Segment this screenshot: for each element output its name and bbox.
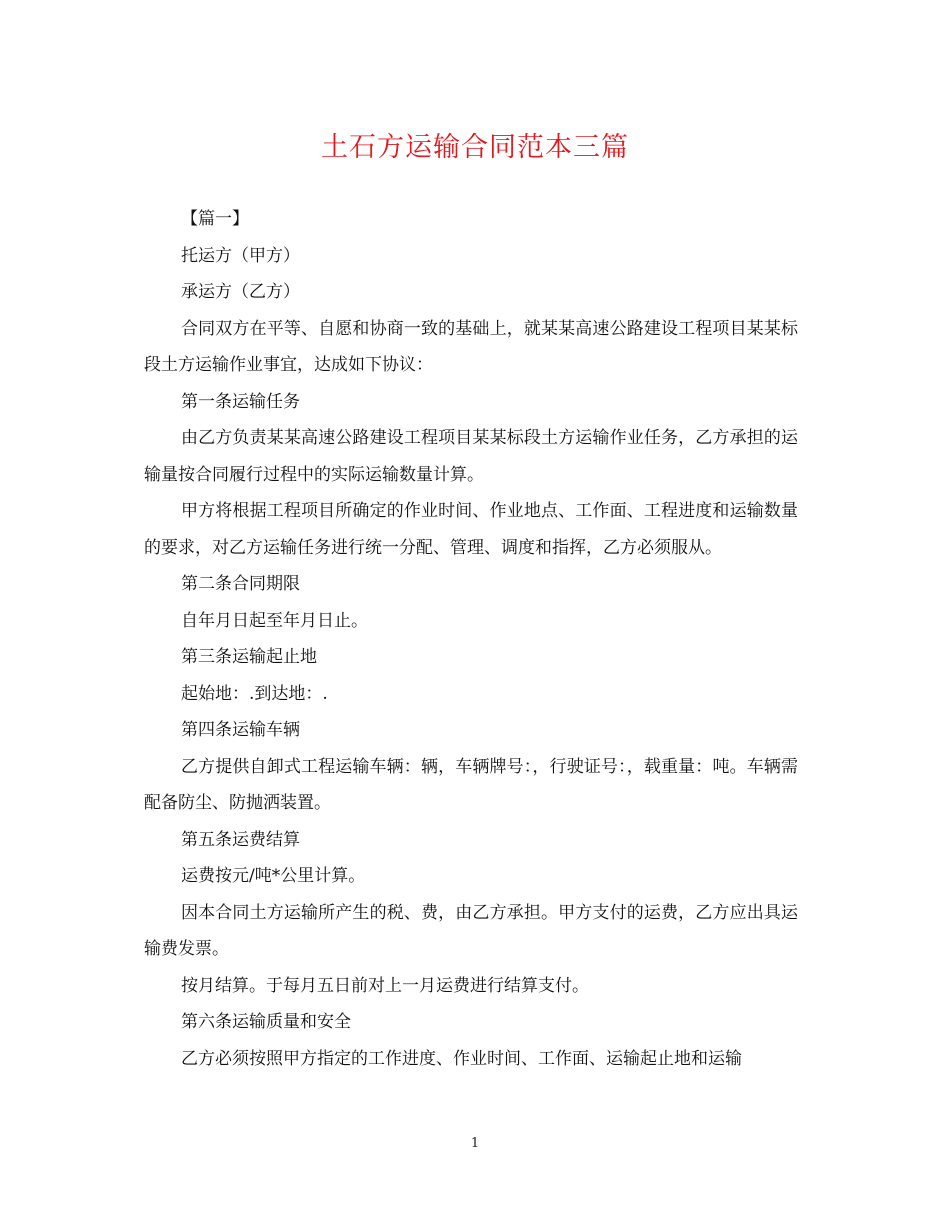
page-number: 1 xyxy=(470,1136,480,1151)
preamble-paragraph: 合同双方在平等、自愿和协商一致的基础上，就某某高速公路建设工程项目某某标段土方运输作业事宜，达成如下协议： xyxy=(144,318,798,375)
article-2-heading: 第二条合同期限 xyxy=(181,574,300,594)
section-heading: 【篇一】 xyxy=(181,209,249,229)
article-1-paragraph-2: 甲方将根据工程项目所确定的作业时间、作业地点、工作面、工程进度和运输数量的要求，对乙方运输任务进行统一分配、管理、调度和指挥，乙方必须服从。 xyxy=(144,501,798,558)
article-1-paragraph-1: 由乙方负责某某高速公路建设工程项目某某标段土方运输作业任务，乙方承担的运输量按合同履行过程中的实际运输数量计算。 xyxy=(144,428,798,485)
article-1-heading: 第一条运输任务 xyxy=(181,391,300,412)
article-5-paragraph-2: 因本合同土方运输所产生的税、费，由乙方承担。甲方支付的运费，乙方应出具运输费发票。 xyxy=(144,902,798,959)
article-3-paragraph: 起始地：.到达地：. xyxy=(181,683,328,704)
document-body xyxy=(144,201,798,1077)
page-title: 土石方运输合同范本三篇 xyxy=(321,132,629,163)
party-b-label: 承运方（乙方） xyxy=(181,282,300,302)
article-3-heading: 第三条运输起止地 xyxy=(181,647,317,667)
article-6-heading: 第六条运输质量和安全 xyxy=(181,1012,351,1032)
article-4-paragraph: 乙方提供自卸式工程运输车辆：辆，车辆牌号：，行驶证号：，载重量：吨。车辆需配备防尘、防抛洒装置。 xyxy=(144,756,798,813)
article-5-paragraph-1: 运费按元/吨*公里计算。 xyxy=(181,866,366,886)
party-a-label: 托运方（甲方） xyxy=(181,245,300,266)
article-5-heading: 第五条运费结算 xyxy=(181,829,300,850)
article-5-paragraph-3: 按月结算。于每月五日前对上一月运费进行结算支付。 xyxy=(181,975,589,996)
article-4-heading: 第四条运输车辆 xyxy=(181,720,300,740)
article-6-paragraph: 乙方必须按照甲方指定的工作进度、作业时间、工作面、运输起止地和运输 xyxy=(181,1048,742,1069)
article-2-paragraph: 自年月日起至年月日止。 xyxy=(181,610,368,631)
